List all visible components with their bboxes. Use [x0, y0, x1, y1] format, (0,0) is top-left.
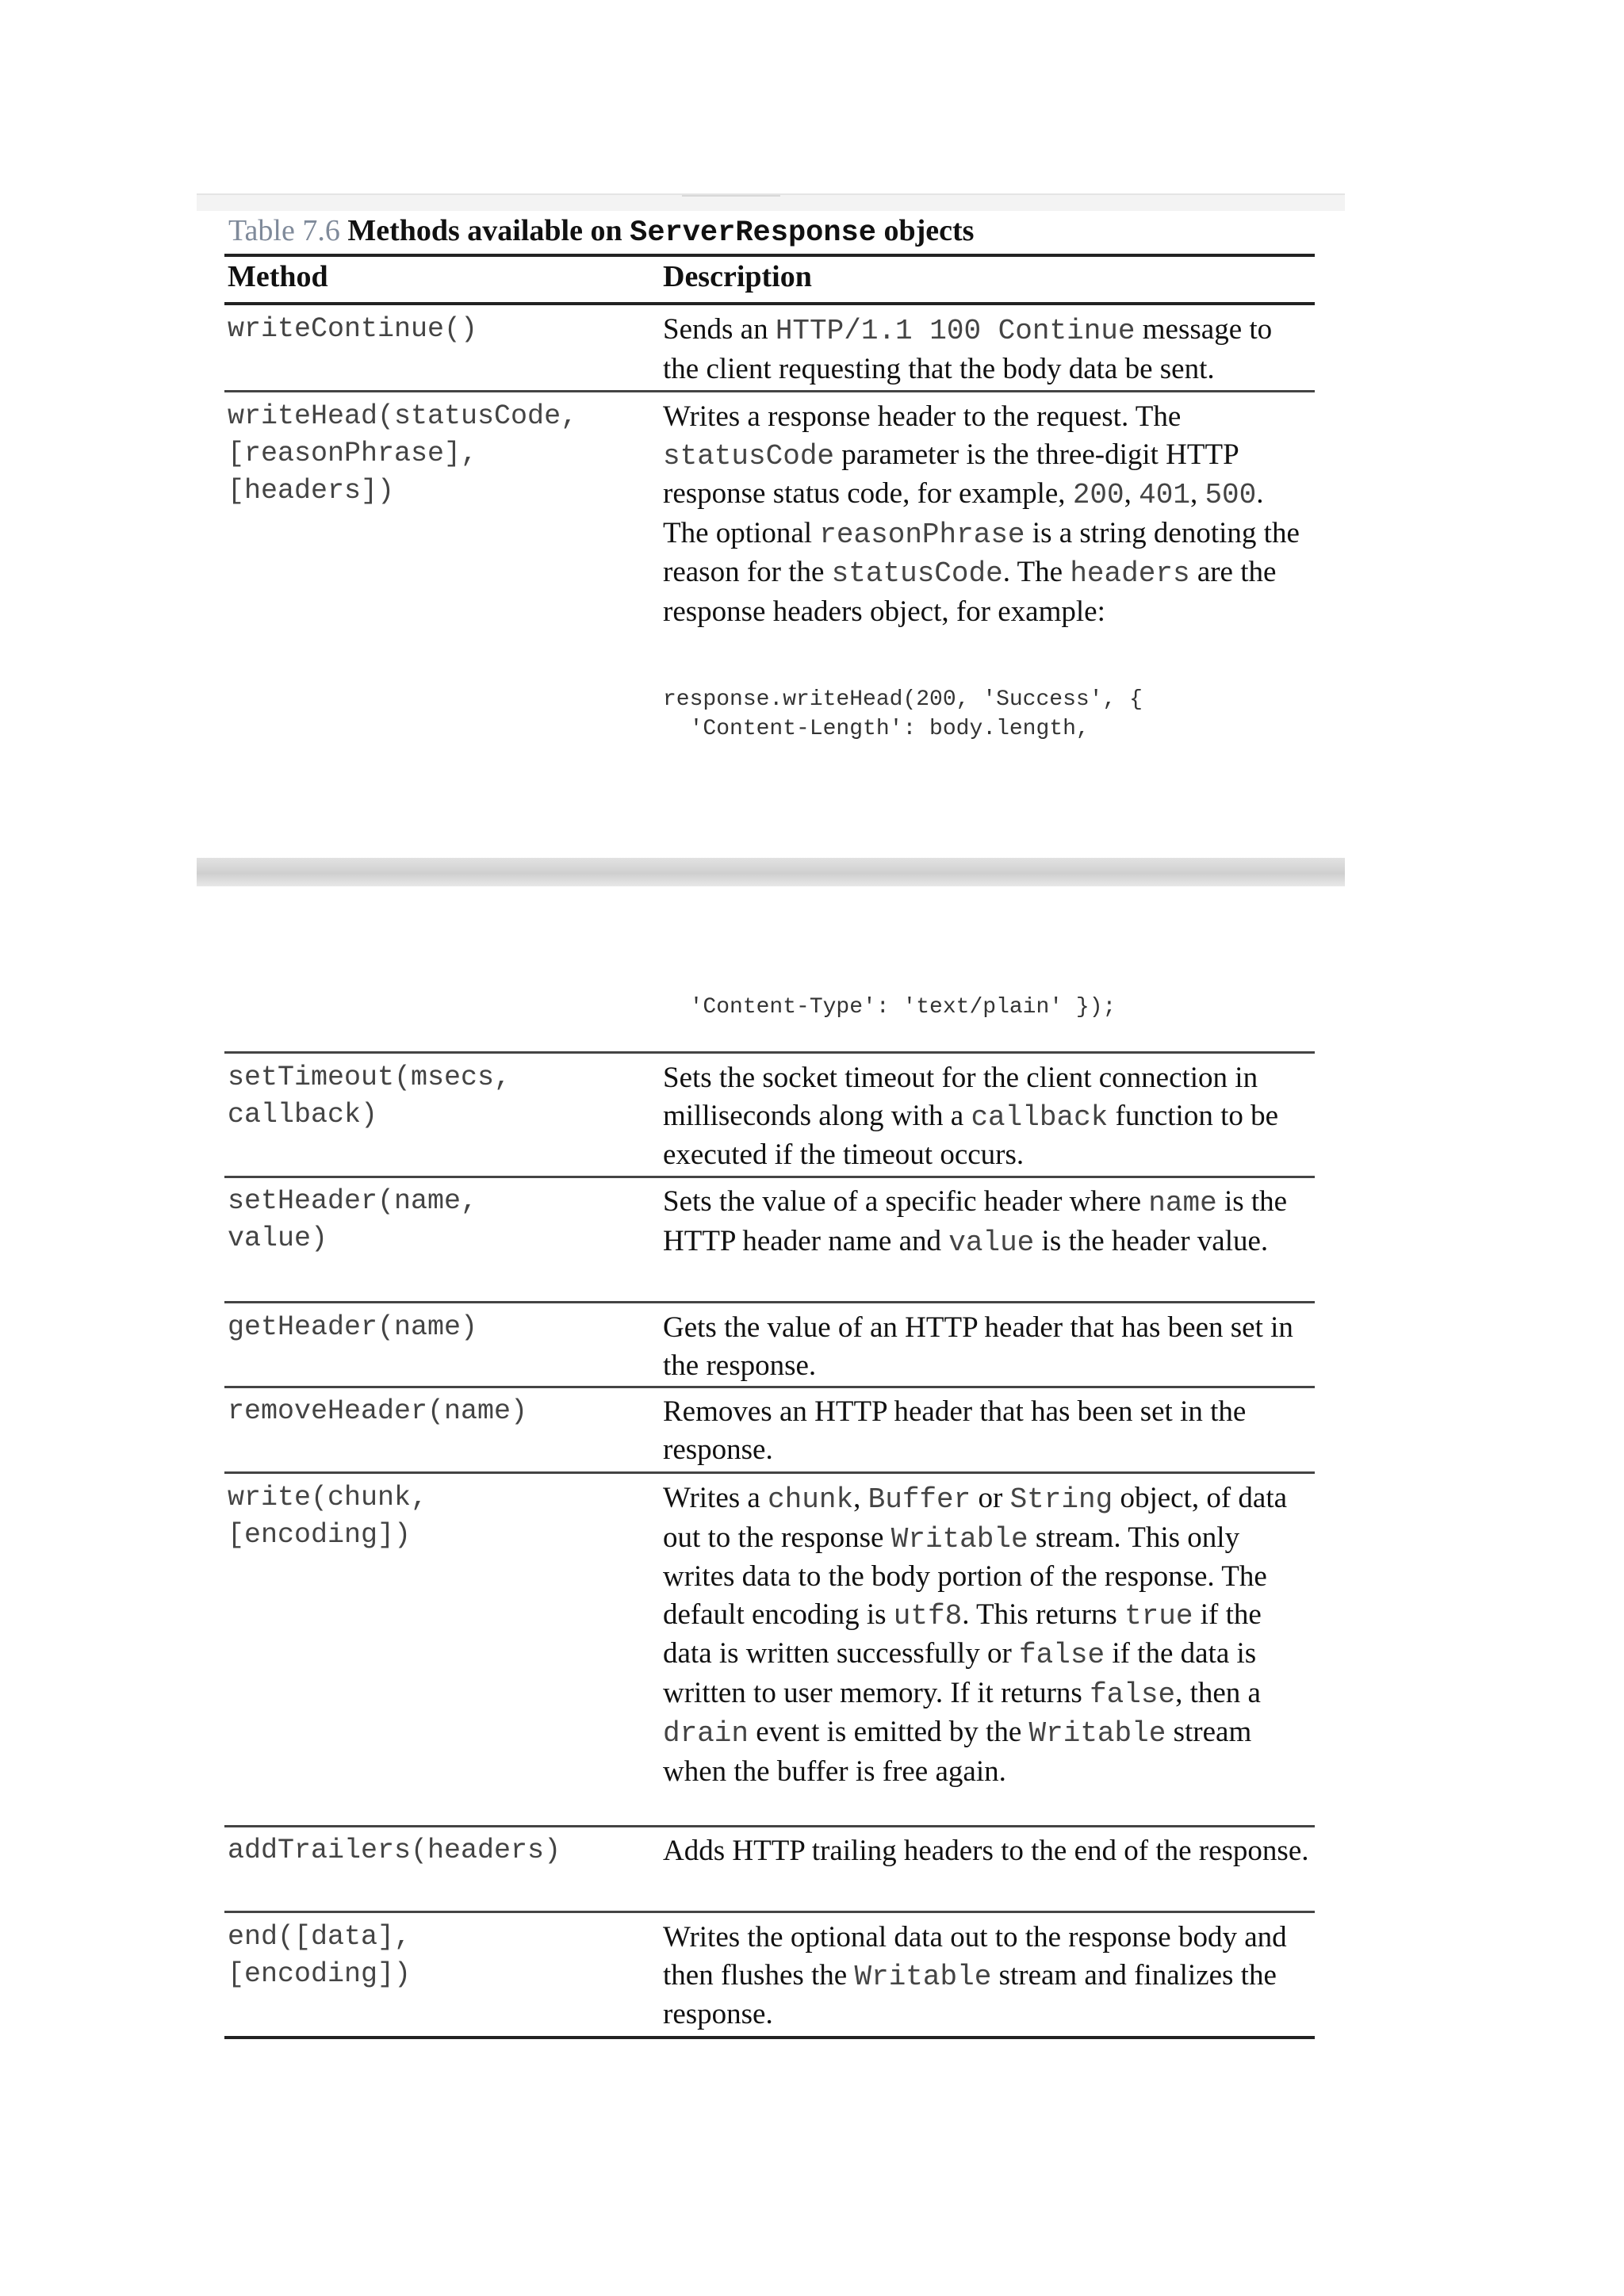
inline-code: HTTP/1.1 100 Continue — [775, 315, 1136, 347]
description-text: message to the client requesting that the body data be sent. — [663, 313, 1273, 385]
inline-code: 200 — [1072, 479, 1124, 511]
method-end: end([data], [encoding]) — [228, 1921, 412, 1990]
inline-code: callback — [971, 1100, 1109, 1134]
table-bottom-rule — [224, 2036, 1315, 2039]
inline-code: reasonPhrase — [819, 518, 1025, 551]
row-rule — [224, 1386, 1315, 1388]
inline-code: name — [1148, 1187, 1217, 1219]
desc-setHeader — [663, 1183, 1309, 1261]
page-top-tick — [682, 195, 780, 197]
header-method: Method — [228, 260, 328, 293]
desc-writeContinue — [663, 311, 1309, 388]
inline-code: Writable — [1028, 1717, 1166, 1750]
inline-code: 401 — [1139, 479, 1190, 511]
inline-code: chunk — [768, 1483, 854, 1516]
description-text: Adds HTTP trailing headers to the end of the response. — [663, 1835, 1309, 1867]
description-text: , — [1189, 477, 1205, 510]
row-rule — [224, 1051, 1315, 1054]
row-rule — [224, 1825, 1315, 1827]
desc-writeHead — [663, 398, 1309, 630]
description-text: stream and finalizes the response. — [663, 1958, 1277, 2030]
description-text: . This returns — [962, 1598, 1125, 1631]
method-writeContinue: writeContinue() — [228, 313, 478, 345]
description-text: , — [853, 1482, 868, 1514]
code-writeHead-line2: 'Content-Length': body.length, — [663, 717, 1090, 741]
page-break-gap — [197, 858, 1345, 886]
method-writeHead: writeHead(statusCode, [reasonPhrase], [headers]) — [228, 400, 578, 507]
header-description: Description — [663, 260, 812, 293]
description-text: Writes a — [663, 1482, 768, 1514]
inline-code: statusCode — [663, 439, 835, 473]
row-rule — [224, 390, 1315, 392]
description-text: Writes a response header to the request. The — [663, 400, 1182, 433]
description-text: are the response headers object, for example: — [663, 556, 1277, 628]
description-text: Sets the value of a specific header where — [663, 1185, 1149, 1218]
row-rule — [224, 1176, 1315, 1178]
description-text: . The optional — [663, 477, 1264, 549]
table-title-code: ServerResponse — [630, 216, 876, 250]
description-text: Sends an — [663, 313, 776, 346]
method-write: write(chunk, [encoding]) — [228, 1482, 428, 1551]
table-number: Table 7.6 — [228, 214, 340, 247]
inline-code: 500 — [1205, 479, 1257, 511]
desc-addTrailers — [663, 1832, 1309, 1870]
table-top-rule — [224, 254, 1315, 257]
description-text: if the data is written to user memory. If it returns — [663, 1637, 1257, 1709]
description-text: stream when the buffer is free again. — [663, 1716, 1252, 1788]
method-setHeader: setHeader(name, value) — [228, 1185, 478, 1254]
description-text: stream. This only writes data to the body portion of the response. The default encoding is — [663, 1521, 1267, 1631]
description-text: . The — [1002, 556, 1071, 588]
inline-code: utf8 — [893, 1599, 963, 1632]
description-text: or — [971, 1482, 1010, 1514]
row-rule — [224, 1471, 1315, 1474]
desc-setTimeout — [663, 1059, 1309, 1174]
method-setTimeout: setTimeout(msecs, callback) — [228, 1062, 511, 1131]
desc-getHeader — [663, 1309, 1309, 1384]
code-writeHead-line3: 'Content-Type': 'text/plain' }); — [663, 995, 1116, 1020]
description-text: Gets the value of an HTTP header that has been set in the response. — [663, 1311, 1293, 1382]
inline-code: Writable — [854, 1960, 992, 1993]
inline-code: headers — [1070, 557, 1190, 590]
method-removeHeader: removeHeader(name) — [228, 1395, 528, 1427]
inline-code: String — [1009, 1483, 1113, 1516]
inline-code: drain — [663, 1717, 749, 1750]
table-caption — [228, 212, 974, 251]
inline-code: true — [1124, 1599, 1193, 1632]
method-addTrailers: addTrailers(headers) — [228, 1835, 561, 1866]
method-getHeader: getHeader(name) — [228, 1311, 478, 1343]
description-text: is the header value. — [1034, 1224, 1269, 1257]
inline-code: Writable — [891, 1522, 1028, 1556]
description-text: is a string denoting the reason for the — [663, 516, 1300, 588]
table-title-suffix: objects — [883, 214, 975, 247]
description-text: , — [1124, 477, 1139, 510]
row-rule — [224, 1911, 1315, 1913]
inline-code: statusCode — [831, 557, 1003, 590]
description-text: Removes an HTTP header that has been set in the response. — [663, 1395, 1247, 1466]
inline-code: Buffer — [868, 1483, 971, 1516]
row-rule — [224, 1301, 1315, 1303]
description-text: Writes the optional data out to the response body and then flushes the — [663, 1921, 1287, 1992]
description-text: , then a — [1175, 1676, 1261, 1709]
description-text: if the data is written successfully or — [663, 1598, 1262, 1670]
inline-code: false — [1019, 1639, 1105, 1671]
inline-code: false — [1090, 1678, 1176, 1711]
desc-removeHeader — [663, 1393, 1309, 1468]
inline-code: value — [948, 1226, 1035, 1259]
description-text: parameter is the three-digit HTTP response status code, for example, — [663, 438, 1239, 510]
description-text: Sets the socket timeout for the client connection in milliseconds along with a — [663, 1062, 1258, 1132]
description-text: object, of data out to the response — [663, 1482, 1288, 1554]
desc-end — [663, 1919, 1309, 2034]
desc-write — [663, 1479, 1309, 1790]
code-writeHead-line1: response.writeHead(200, 'Success', { — [663, 687, 1143, 712]
description-text: is the HTTP header name and — [663, 1185, 1288, 1257]
description-text: event is emitted by the — [749, 1716, 1029, 1748]
table-title: Methods available on — [347, 214, 622, 247]
description-text: function to be executed if the timeout occurs. — [663, 1099, 1279, 1171]
header-rule — [224, 302, 1315, 305]
